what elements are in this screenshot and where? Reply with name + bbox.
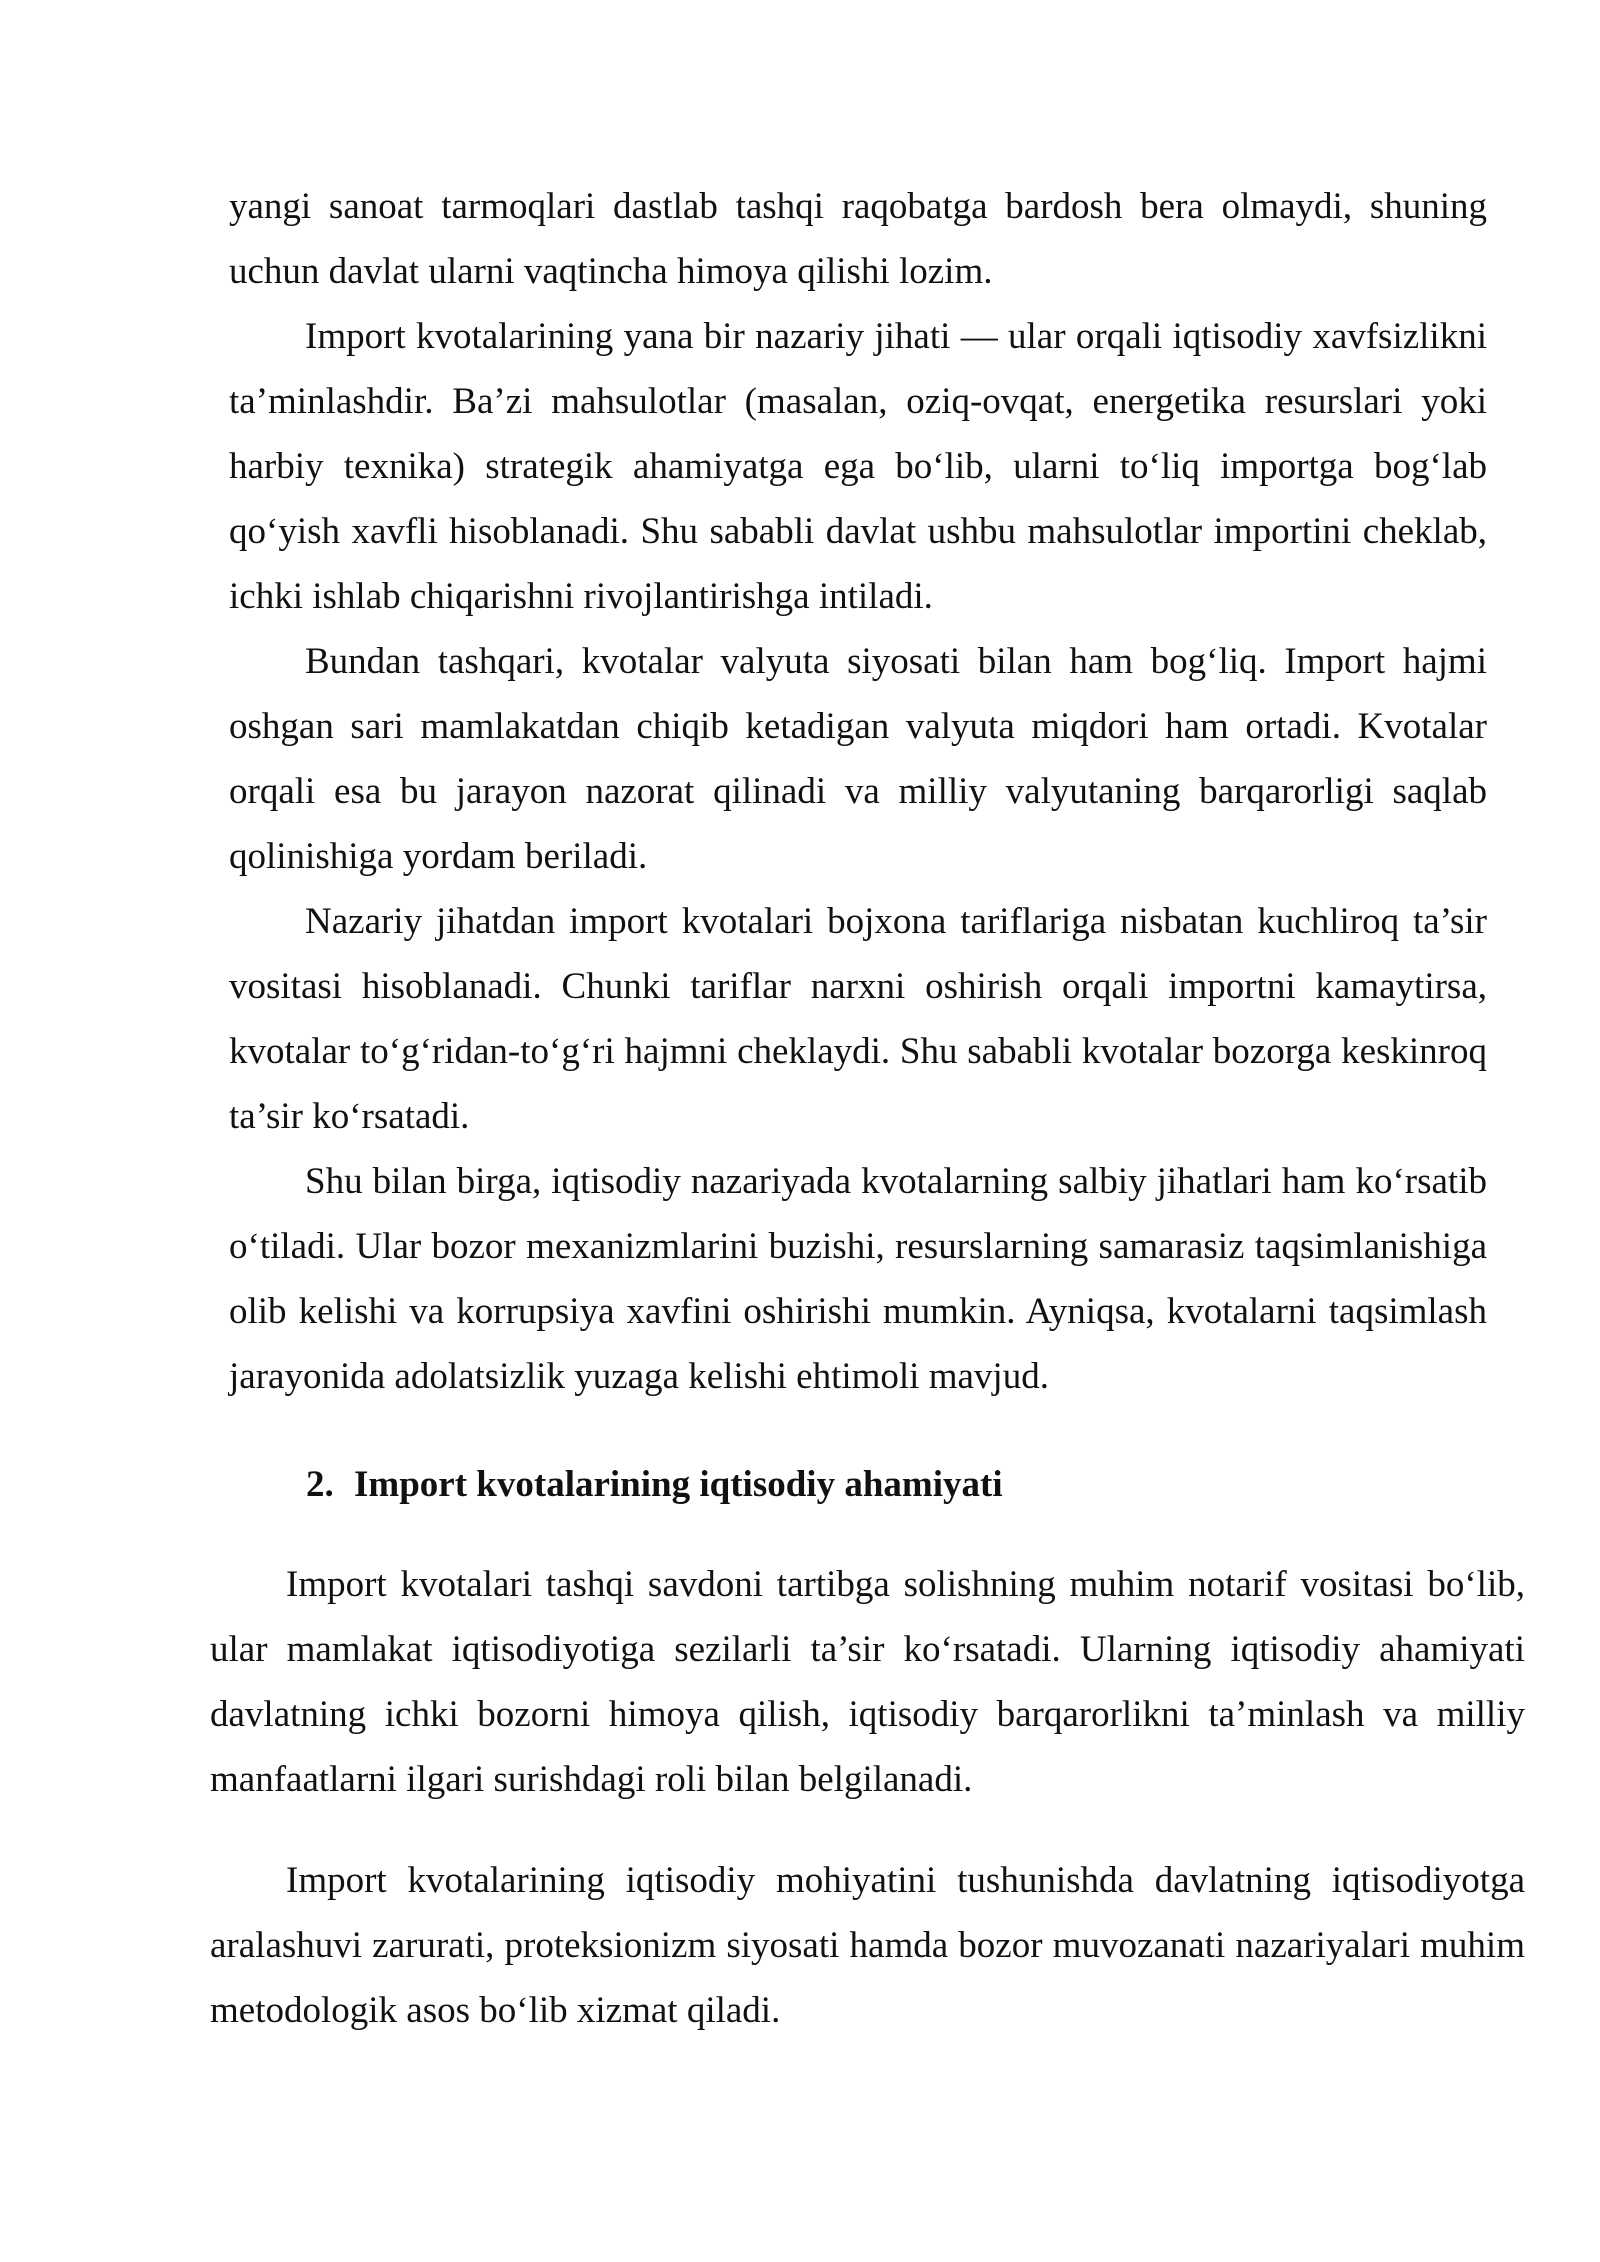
paragraph: Import kvotalari tashqi savdoni tartibga solishning muhim notarif vositasi bo‘lib, ular mamlakat iqtisodiyotiga sezilarli ta’sir ko‘rsatadi. Ularning iqtisodiy ahamiyati davlatning ichki bozorni himoya qilish, iqtisodiy barqarorlikni ta’minlash va milliy manfaatlarni ilgari surishdagi roli bilan belgilanadi. (210, 1564, 1525, 1800)
paragraph-spacer (210, 1812, 1525, 1848)
section-heading (306, 1452, 1003, 1517)
paragraph: Bundan tashqari, kvotalar valyuta siyosati bilan ham bog‘liq. Import hajmi oshgan sari mamlakatdan chiqib ketadigan valyuta miqdori ham ortadi. Kvotalar orqali esa bu jarayon nazorat qilinadi va milliy valyutaning barqarorligi saqlab qolinishiga yordam beriladi. (229, 641, 1487, 877)
paragraph: Shu bilan birga, iqtisodiy nazariyada kvotalarning salbiy jihatlari ham ko‘rsatib o‘tiladi. Ular bozor mexanizmlarini buzishi, resurslarning samarasiz taqsimlanishiga olib kelishi va korrupsiya xavfini oshirishi mumkin. Ayniqsa, kvotalarni taqsimlash jarayonida adolatsizlik yuzaga kelishi ehtimoli mavjud. (229, 1161, 1487, 1397)
paragraph: Import kvotalarining iqtisodiy mohiyatini tushunishda davlatning iqtisodiyotga aralashuvi zarurati, proteksionizm siyosati hamda bozor muvozanati nazariyalari muhim metodologik asos bo‘lib xizmat qiladi. (210, 1860, 1525, 2031)
paragraph-continued: yangi sanoat tarmoqlari dastlab tashqi raqobatga bardosh bera olmaydi, shuning uchun davlat ularni vaqtincha himoya qilishi lozim. (229, 186, 1487, 292)
section-number: 2. (306, 1464, 334, 1505)
section-title: Import kvotalarining iqtisodiy ahamiyati (354, 1464, 1003, 1505)
text-block-top (229, 174, 1487, 1409)
paragraph: Nazariy jihatdan import kvotalari bojxona tariflariga nisbatan kuchliroq ta’sir vositasi hisoblanadi. Chunki tariflar narxni oshirish orqali importni kamaytirsa, kvotalar to‘g‘ridan-to‘g‘ri hajmni cheklaydi. Shu sababli kvotalar bozorga keskinroq ta’sir ko‘rsatadi. (229, 901, 1487, 1137)
paragraph: Import kvotalarining yana bir nazariy jihati — ular orqali iqtisodiy xavfsizlikni ta’minlashdir. Ba’zi mahsulotlar (masalan, oziq-ovqat, energetika resurslari yoki harbiy texnika) strategik ahamiyatga ega bo‘lib, ularni to‘liq importga bog‘lab qo‘yish xavfli hisoblanadi. Shu sababli davlat ushbu mahsulotlar importini cheklab, ichki ishlab chiqarishni rivojlantirishga intiladi. (229, 316, 1487, 617)
text-block-bottom (210, 1552, 1525, 2043)
